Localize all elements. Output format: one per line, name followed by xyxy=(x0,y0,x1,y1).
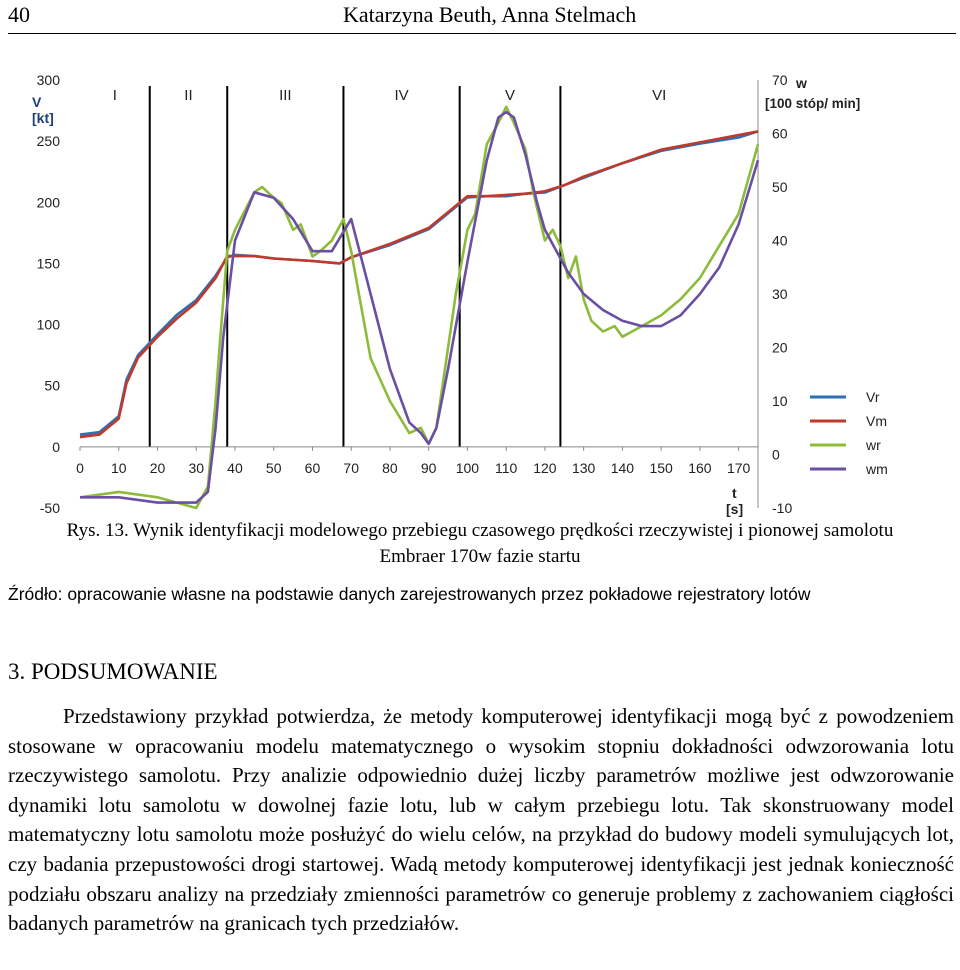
y-left-tick-label: 300 xyxy=(36,72,60,88)
figure-chart xyxy=(20,62,920,524)
x-tick-label: 150 xyxy=(649,459,673,476)
x-tick-label: 90 xyxy=(420,459,437,476)
page-number: 40 xyxy=(8,2,30,27)
body-paragraph xyxy=(8,702,954,939)
phase-lines xyxy=(113,86,667,447)
y-right-tick-label: 30 xyxy=(772,286,788,302)
x-axis-label: t xyxy=(732,485,737,501)
x-tick-label: 140 xyxy=(610,459,635,476)
x-tick-label: 60 xyxy=(304,459,321,476)
phase-label: II xyxy=(184,87,193,104)
chart-legend xyxy=(810,389,888,477)
phase-label: IV xyxy=(394,87,409,104)
y-left-tick-label: 100 xyxy=(36,316,60,333)
phase-label: III xyxy=(279,87,292,104)
x-tick-label: 120 xyxy=(533,459,557,476)
x-tick-label: 10 xyxy=(110,459,127,476)
y-right-tick-label: 0 xyxy=(772,446,780,463)
legend-label: Vr xyxy=(866,389,880,405)
y-left-axis-label: [kt] xyxy=(32,110,54,126)
series-line-vm xyxy=(80,131,758,437)
phase-label: VI xyxy=(652,87,667,104)
paragraph-text: Przedstawiony przykład potwierdza, że metody komputerowej identyfikacji mogą być z powodzeniem stosowane w opracowaniu modelu matematycznego o wysokim stopniu dokładności odwzorowania lotu rzeczywistego samolotu. Przy analizie odpowiednio dużej liczby parametrów możliwe jest odwzorowanie dynamiki lotu samolotu w dowolnej fazie lotu, lub w całym przebiegu lotu. Tak skonstruowany model matematyczny lotu samolotu może posłużyć do wielu celów, na przykład do budowy modeli symulujących lot, czy badania przepustowości drogi startowej. Wadą metody komputerowej identyfikacji jest jednak konieczność podziału obszaru analizy na przedziały zmienności parametrów co generuje problemy z zachowaniem ciągłości badanych parametrów na granicach tych przedziałów. xyxy=(8,704,954,936)
legend-label: Vm xyxy=(866,413,887,429)
phase-label: I xyxy=(112,87,117,104)
legend-label: wr xyxy=(866,437,881,453)
y-right-tick-label: 50 xyxy=(772,179,788,195)
figure-caption-line1: Rys. 13. Wynik identyfikacji modelowego przebiegu czasowego prędkości rzeczywistej i pionowej samolotu xyxy=(66,520,894,541)
y-right-axis-label: w xyxy=(796,75,807,91)
x-tick-label: 80 xyxy=(382,459,398,476)
y-right-tick-label: 20 xyxy=(772,339,788,356)
x-tick-label: 160 xyxy=(688,459,712,476)
x-tick-label: 40 xyxy=(227,459,243,476)
y-right-tick-label: 70 xyxy=(772,72,788,88)
y-left-axis-label: V xyxy=(32,94,42,110)
section-heading: 3. PODSUMOWANIE xyxy=(8,659,218,684)
y-left-tick-label: 200 xyxy=(36,194,60,211)
series-line-wm xyxy=(80,112,758,503)
y-right-tick-label: -10 xyxy=(772,500,793,516)
y-left-tick-label: 50 xyxy=(44,377,60,394)
figure-source: Źródło: opracowanie własne na podstawie danych zarejestrowanych przez pokładowe rejestratory lotów xyxy=(8,584,811,604)
x-tick-label: 170 xyxy=(726,459,751,476)
x-tick-label: 100 xyxy=(455,459,480,476)
running-header: Katarzyna Beuth, Anna Stelmach xyxy=(343,2,637,27)
y-left-tick-label: -50 xyxy=(39,500,60,516)
x-tick-label: 70 xyxy=(343,459,359,476)
y-left-tick-label: 0 xyxy=(52,438,60,455)
x-tick-label: 50 xyxy=(265,459,282,476)
series-line-vr xyxy=(80,131,758,434)
x-axis-label: [s] xyxy=(726,501,744,517)
phase-label: V xyxy=(505,87,516,104)
series-line-wr xyxy=(80,107,758,508)
x-tick-label: 110 xyxy=(495,459,518,476)
series-lines xyxy=(80,107,758,508)
figure-caption-line2: Embraer 170w fazie startu xyxy=(379,546,581,567)
y-right-tick-label: 60 xyxy=(772,125,788,142)
x-tick-label: 30 xyxy=(188,459,205,476)
x-tick-label: 0 xyxy=(76,459,84,476)
y-left-tick-label: 250 xyxy=(36,133,60,150)
legend-label: wm xyxy=(866,461,888,477)
y-left-tick-label: 150 xyxy=(36,255,60,272)
x-tick-label: 130 xyxy=(571,459,596,476)
y-right-tick-label: 40 xyxy=(772,232,788,249)
header-rule xyxy=(8,33,956,34)
y-right-tick-label: 10 xyxy=(772,393,788,409)
y-right-axis-label: [100 stóp/ min] xyxy=(765,96,861,111)
x-tick-label: 20 xyxy=(149,459,166,476)
